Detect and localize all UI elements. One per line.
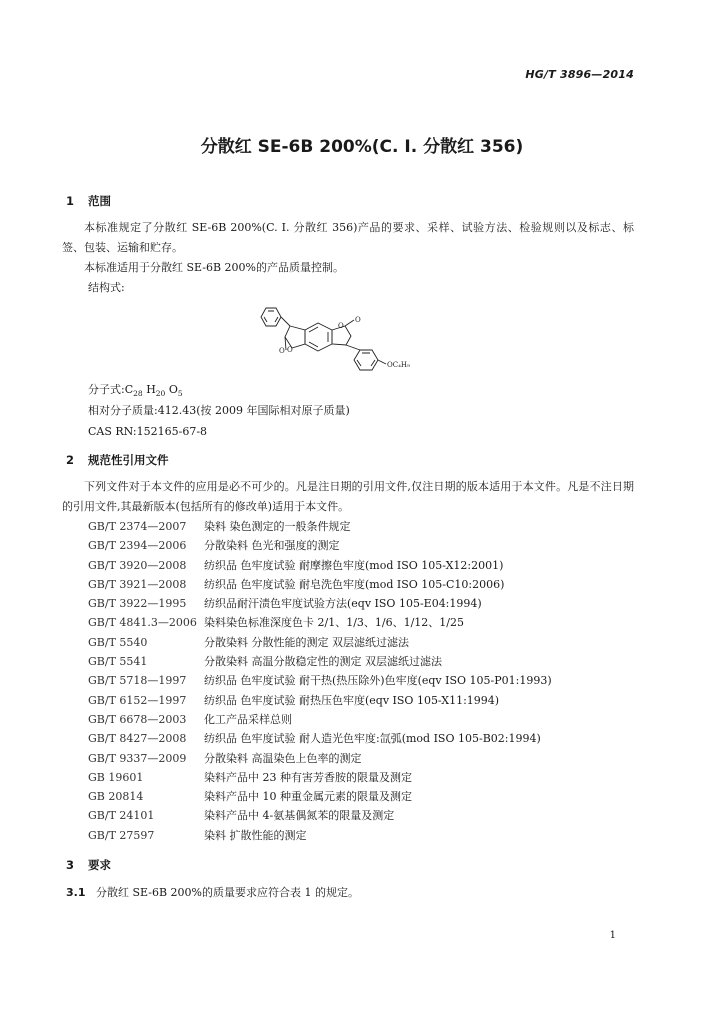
section-1-heading [66,193,111,209]
reference-item: GB/T 5541 分散染料 高温分散稳定性的测定 双层滤纸过滤法 [88,655,442,669]
structure-label: 结构式: [88,281,125,294]
scope-paragraph-1: 本标准规定了分散红 SE-6B 200%(C. I. 分散红 356)产品的要求、采样、试验方法、检验规则以及标志、标签、包装、运输和贮存。 [62,221,634,254]
section-number: 1 [66,194,75,208]
section-number: 3 [66,858,75,872]
reference-item: GB/T 3920—2008 纺织品 色牢度试验 耐摩擦色牢度(mod ISO 105-X12:2001) [88,558,504,572]
reference-item: GB/T 5540 分散染料 分散性能的测定 双层滤纸过滤法 [88,635,409,649]
section-number: 2 [66,453,75,467]
reference-item: GB/T 24101 染料产品中 4-氨基偶氮苯的限量及测定 [88,809,395,823]
standard-code: HG/T 3896—2014 [525,68,634,81]
references-intro: 下列文件对于本文件的应用是必不可少的。凡是注日期的引用文件,仅注日期的版本适用于本文件。凡是不注日期的引用文件,其最新版本(包括所有的修改单)适用于本文件。 [62,480,634,513]
carbonyl-oxygen-left: O [279,347,285,355]
reference-item: GB/T 9337—2009 分散染料 高温染色上色率的测定 [88,751,362,765]
section-title: 规范性引用文件 [88,453,169,467]
reference-item: GB 20814 染料产品中 10 种重金属元素的限量及测定 [88,790,412,804]
reference-item: GB/T 6678—2003 化工产品采样总则 [88,712,292,726]
carbonyl-oxygen-right: O [355,316,361,324]
page-number: 1 [609,930,616,941]
reference-item: GB/T 2394—2006 分散染料 色光和强度的测定 [88,539,340,553]
reference-item: GB/T 8427—2008 纺织品 色牢度试验 耐人造光色牢度:氙弧(mod ISO 105-B02:1994) [88,732,541,746]
reference-item: GB/T 2374—2007 染料 染色测定的一般条件规定 [88,520,351,533]
cas-number: CAS RN:152165-67-8 [88,425,208,438]
clause-text: 分散红 SE-6B 200%的质量要求应符合表 1 的规定。 [96,886,359,899]
ring-oxygen-right: O [338,322,344,330]
furanone-ring-left [285,326,305,348]
structural-formula-diagram [250,300,450,380]
molecular-mass: 相对分子质量:412.43(按 2009 年国际相对原子质量) [88,404,350,417]
section-title: 范围 [88,194,111,208]
reference-item: GB/T 5718—1997 纺织品 色牢度试验 耐干热(热压除外)色牢度(eqv ISO 105-P01:1993) [88,674,552,688]
clause-number: 3.1 [66,886,86,899]
butoxy-group-label: OC₄H₉ [387,361,410,369]
reference-item: GB/T 4841.3—2006 染料染色标准深度色卡 2/1、1/3、1/6、1/12、1/25 [88,616,465,630]
section-3-heading [66,857,111,873]
normative-references-list [88,517,552,845]
molecular-formula: 分子式$:C_{28}$ $H_{20}$ $O_5$ [88,383,183,399]
reference-item: GB/T 27597 染料 扩散性能的测定 [88,828,307,842]
scope-paragraph-2: 本标准适用于分散红 SE-6B 200%的产品质量控制。 [84,261,345,274]
document-title: 分散红 SE-6B 200%(C. I. 分散红 356) [200,137,524,157]
section-title: 要求 [88,858,111,872]
ring-oxygen-left: O [287,346,293,354]
reference-item: GB/T 3922—1995 纺织品耐汗渍色牢度试验方法(eqv ISO 105-E04:1994) [88,597,482,611]
reference-item: GB 19601 染料产品中 23 种有害芳香胺的限量及测定 [88,770,412,784]
section-2-heading [66,452,169,468]
clause-3-1 [66,884,359,900]
reference-item: GB/T 6152—1997 纺织品 色牢度试验 耐热压色牢度(eqv ISO 105-X11:1994) [88,693,500,707]
reference-item: GB/T 3921—2008 纺织品 色牢度试验 耐皂洗色牢度(mod ISO 105-C10:2006) [88,577,505,591]
